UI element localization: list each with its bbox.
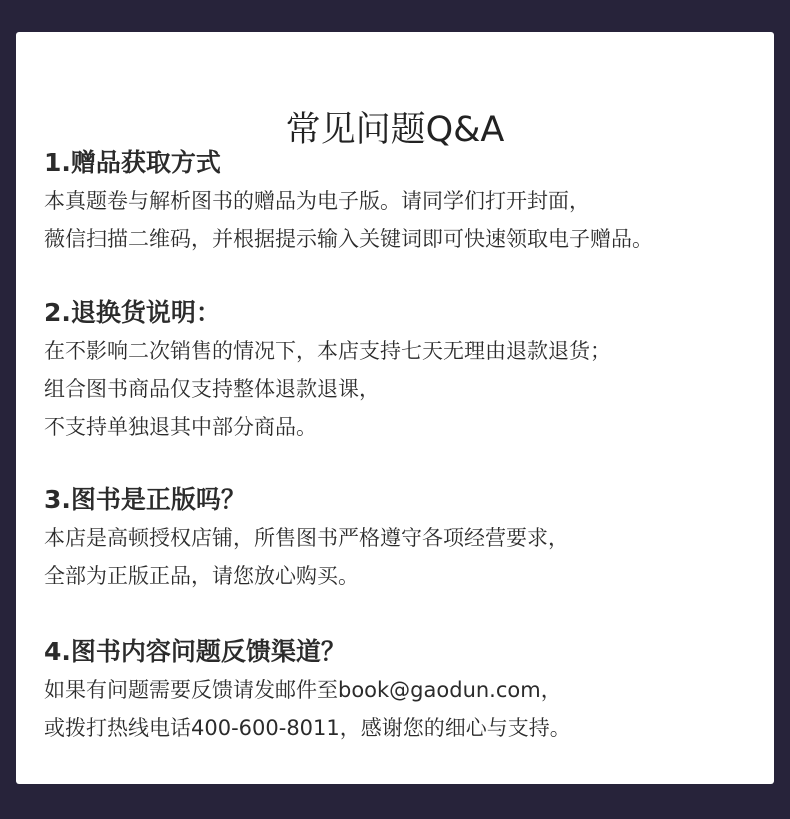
page-title: 常见问题Q&A [285,110,505,150]
faq-answer-line: 本店是高顿授权店铺，所售图书严格遵守各项经营要求， [44,526,569,550]
faq-item-gift [44,144,759,258]
faq-answer-line: 本真题卷与解析图书的赠品为电子版。请同学们打开封面， [44,189,590,213]
faq-answer-line: 不支持单独退其中部分商品。 [44,415,317,439]
faq-answer-line: 如果有问题需要反馈请发邮件至book@gaodun.com， [44,678,562,702]
faq-heading: 2.退换货说明： [44,298,221,327]
faq-answer-line: 或拨打热线电话400-600-8011，感谢您的细心与支持。 [44,716,571,740]
faq-answer-line: 全部为正版正品，请您放心购买。 [44,564,359,588]
faq-heading: 1.赠品获取方式 [44,148,221,177]
faq-answer-line: 组合图书商品仅支持整体退款退课， [44,377,380,401]
faq-answer-line: 在不影响二次销售的情况下，本店支持七天无理由退款退货； [44,339,611,363]
faq-heading: 3.图书是正版吗？ [44,485,246,514]
faq-card [16,32,774,784]
faq-item-authentic [44,481,759,595]
faq-item-feedback [44,633,759,747]
faq-answer-line: 薇信扫描二维码，并根据提示输入关键词即可快速领取电子赠品。 [44,227,653,251]
faq-heading: 4.图书内容问题反馈渠道？ [44,637,346,666]
faq-item-returns [44,294,759,446]
